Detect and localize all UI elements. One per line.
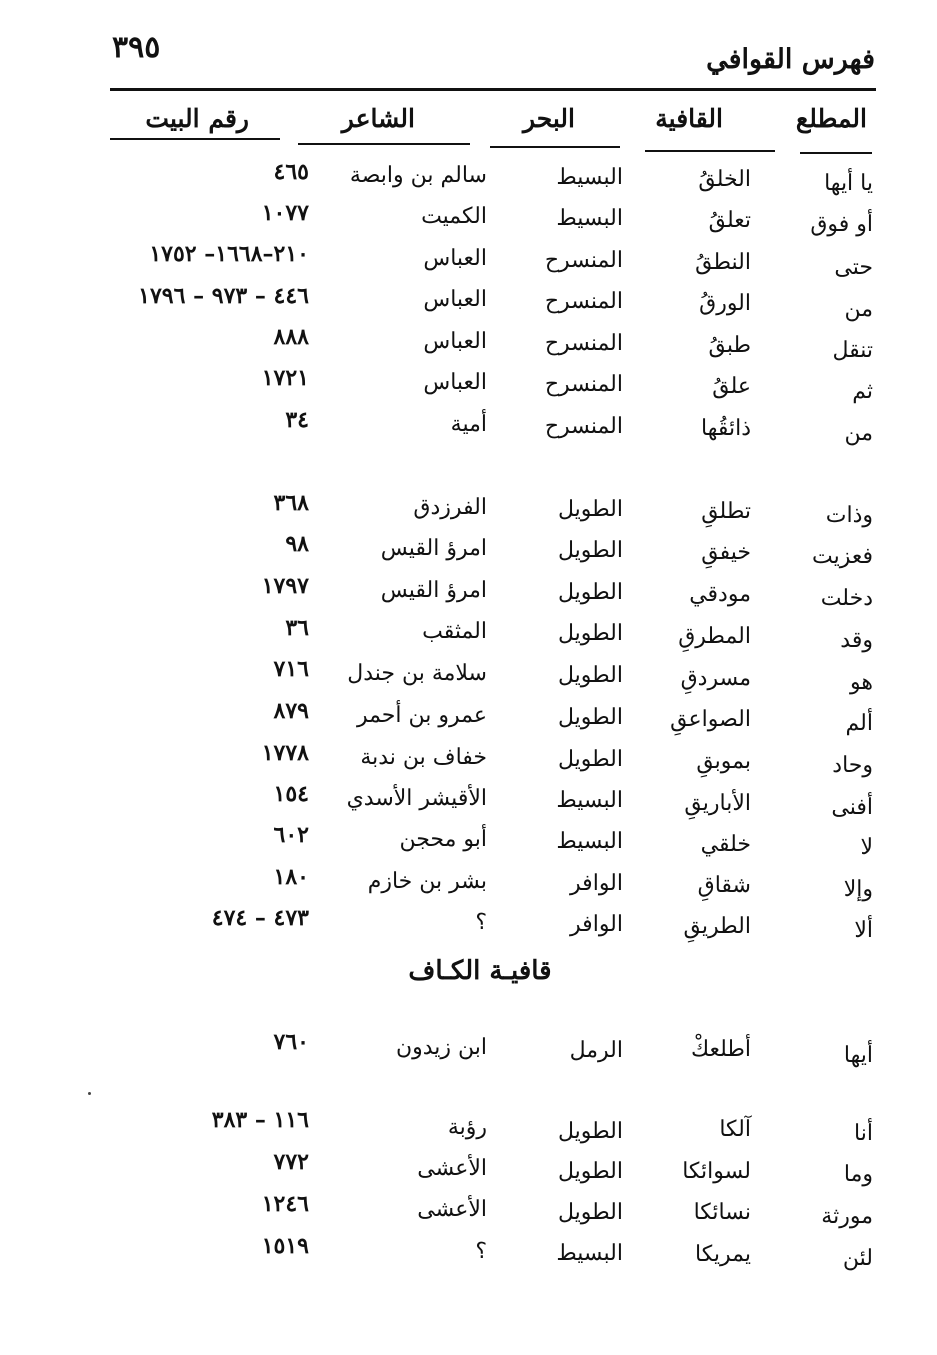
qafia-cell: مسردقِ <box>680 666 751 691</box>
column-underline-qafia <box>645 150 775 152</box>
poet-cell: ابن زيدون <box>395 1035 487 1060</box>
bahr-cell: المنسرح <box>544 414 623 439</box>
matla-cell: ألا <box>854 918 873 943</box>
verse-number-cell: ١١٦ – ٣٨٣ <box>211 1107 309 1133</box>
poet-cell: الأعشى <box>417 1197 487 1222</box>
bahr-cell: الطويل <box>557 580 623 605</box>
bahr-cell: الوافر <box>570 871 623 896</box>
poet-cell: المثقب <box>422 619 487 644</box>
verse-number-cell: ٤٤٦ – ٩٧٣ – ١٧٩٦ <box>138 283 309 309</box>
poet-cell: امرؤ القيس <box>380 536 487 561</box>
bahr-cell: المنسرح <box>544 248 623 273</box>
bahr-cell: الطويل <box>557 1119 623 1144</box>
verse-number-cell: ٧٧٢ <box>273 1149 309 1175</box>
matla-cell: دخلت <box>820 586 873 611</box>
qafia-cell: الصواعقِ <box>670 707 751 732</box>
verse-number-cell: ٣٦ <box>285 615 309 641</box>
bahr-cell: الطويل <box>557 663 623 688</box>
poet-cell: الأعشى <box>417 1156 487 1181</box>
verse-number-cell: ٨٧٩ <box>273 698 309 724</box>
verse-number-cell: ٤٧٣ – ٤٧٤ <box>211 905 309 931</box>
bahr-cell: الطويل <box>557 621 623 646</box>
verse-number-cell: ٧٦٠ <box>273 1029 309 1055</box>
poet-cell: أمية <box>450 412 487 437</box>
matla-cell: أفنى <box>831 795 873 820</box>
verse-number-cell: ٧١٦ <box>273 656 309 682</box>
matla-cell: حتى <box>834 255 873 280</box>
qafia-cell: الطريقِ <box>683 914 751 939</box>
bahr-cell: الطويل <box>557 497 623 522</box>
qafia-cell: خلقي <box>700 832 751 857</box>
qafia-cell: خيفقِ <box>701 540 751 565</box>
column-heading-qafia: القافية <box>655 104 723 133</box>
bahr-cell: البسيط <box>556 829 623 854</box>
verse-number-cell: ١٧٧٨ <box>261 740 309 766</box>
bahr-cell: البسيط <box>556 788 623 813</box>
poet-cell: سلامة بن جندل <box>347 661 487 686</box>
matla-cell: وقد <box>840 628 873 653</box>
matla-cell: ثم <box>852 379 873 404</box>
qafia-cell: تطلقِ <box>701 499 751 524</box>
qafia-cell: طبقُ <box>708 333 751 358</box>
verse-number-cell: ٦٠٢ <box>273 822 309 848</box>
qafia-cell: آلكا <box>719 1117 751 1142</box>
qafia-cell: أطلعكْ <box>690 1037 751 1062</box>
bahr-cell: المنسرح <box>544 372 623 397</box>
poet-cell: العباس <box>423 287 487 312</box>
bahr-cell: الوافر <box>570 912 623 937</box>
qafia-cell: الخلقُ <box>698 167 751 192</box>
verse-number-cell: ١٢٤٦ <box>261 1191 309 1217</box>
verse-number-cell: ١٥١٩ <box>261 1233 309 1259</box>
header-rule <box>110 88 876 91</box>
poet-cell: العباس <box>423 329 487 354</box>
verse-number-cell: ١٧٩٧ <box>261 573 309 599</box>
qafia-cell: تعلقُ <box>708 208 751 233</box>
matla-cell: أيها <box>843 1043 873 1068</box>
poet-cell: امرؤ القيس <box>380 578 487 603</box>
bahr-cell: المنسرح <box>544 289 623 314</box>
matla-cell: لئن <box>842 1246 873 1271</box>
column-underline-bahr <box>490 146 620 148</box>
verse-number-cell: ٨٨٨ <box>273 324 309 350</box>
qafia-cell: مودقي <box>689 582 751 607</box>
qafia-cell: الورقُ <box>699 291 751 316</box>
poet-cell: العباس <box>423 370 487 395</box>
bahr-cell: البسيط <box>556 165 623 190</box>
matla-cell: أو فوق <box>810 212 873 237</box>
qafia-cell: ذائقُها <box>700 416 751 441</box>
qafia-cell: علقُ <box>712 374 751 399</box>
verse-number-cell: ١٠٧٧ <box>261 200 309 226</box>
verse-number-cell: ١٨٠ <box>273 864 309 890</box>
bahr-cell: الرمل <box>569 1038 623 1063</box>
column-heading-raqm: رقم البيت <box>145 104 249 133</box>
poet-cell: سالم بن وابصة <box>349 163 487 188</box>
bahr-cell: البسيط <box>556 1241 623 1266</box>
bahr-cell: الطويل <box>557 705 623 730</box>
page-number: ٣٩٥ <box>112 30 161 65</box>
qafia-cell: بموبقِ <box>696 749 751 774</box>
verse-number-cell: ٤٦٥ <box>273 159 309 185</box>
poet-cell: العباس <box>423 246 487 271</box>
matla-cell: وما <box>843 1162 873 1187</box>
bahr-cell: البسيط <box>556 206 623 231</box>
bahr-cell: الطويل <box>557 1159 623 1184</box>
column-underline-shaer <box>298 143 470 145</box>
matla-cell: هو <box>850 670 873 695</box>
matla-cell: وذات <box>825 503 873 528</box>
matla-cell: ألم <box>845 711 873 736</box>
matla-cell: فعزيت <box>812 544 873 569</box>
matla-cell: مورثة <box>821 1204 873 1229</box>
verse-number-cell: ٣٤ <box>285 407 309 433</box>
poet-cell: بشر بن خازم <box>367 869 487 894</box>
poet-cell: ؟ <box>475 910 487 935</box>
bahr-cell: المنسرح <box>544 331 623 356</box>
matla-cell: من <box>844 297 873 322</box>
verse-number-cell: ٣٦٨ <box>273 490 309 516</box>
running-title: فهرس القوافي <box>706 44 875 75</box>
poet-cell: أبو محجن <box>399 827 487 852</box>
qafia-cell: المطرقِ <box>678 624 751 649</box>
matla-cell: من <box>844 421 873 446</box>
verse-number-cell: ٩٨ <box>285 531 309 557</box>
column-underline-raqm <box>110 138 280 140</box>
verse-number-cell: ٢١٠–١٦٦٨– ١٧٥٢ <box>149 241 309 267</box>
stray-mark <box>88 1092 91 1095</box>
verse-number-cell: ١٥٤ <box>273 781 309 807</box>
poet-cell: ؟ <box>475 1239 487 1264</box>
poet-cell: الفرزدق <box>413 495 487 520</box>
qafia-cell: لسوائكا <box>682 1159 751 1184</box>
poet-cell: الأقيشر الأسدي <box>346 786 487 811</box>
bahr-cell: الطويل <box>557 747 623 772</box>
poet-cell: عمرو بن أحمر <box>356 703 487 728</box>
column-underline-matla <box>800 152 872 154</box>
matla-cell: تنقل <box>832 338 873 363</box>
bahr-cell: الطويل <box>557 538 623 563</box>
section-heading: قافيـة الكـاف <box>408 956 552 986</box>
poet-cell: خفاف بن ندبة <box>360 745 487 770</box>
poet-cell: الكميت <box>421 204 487 229</box>
matla-cell: وحاد <box>832 753 873 778</box>
qafia-cell: يمريكا <box>695 1242 751 1267</box>
matla-cell: يا أيها <box>824 171 873 196</box>
bahr-cell: الطويل <box>557 1200 623 1225</box>
verse-number-cell: ١٧٢١ <box>261 365 309 391</box>
qafia-cell: نسائكا <box>693 1200 751 1225</box>
matla-cell: لا <box>860 835 873 860</box>
qafia-cell: شقاقِ <box>697 873 751 898</box>
qafia-cell: النطقُ <box>695 250 751 275</box>
column-heading-bahr: البحر <box>522 104 575 133</box>
column-heading-shaer: الشاعر <box>341 104 415 133</box>
qafia-cell: الأباريقِ <box>684 791 751 816</box>
matla-cell: وإلا <box>843 877 873 902</box>
matla-cell: أنا <box>854 1121 873 1146</box>
poet-cell: رؤبة <box>447 1115 487 1140</box>
column-heading-matla: المطلع <box>795 104 867 133</box>
